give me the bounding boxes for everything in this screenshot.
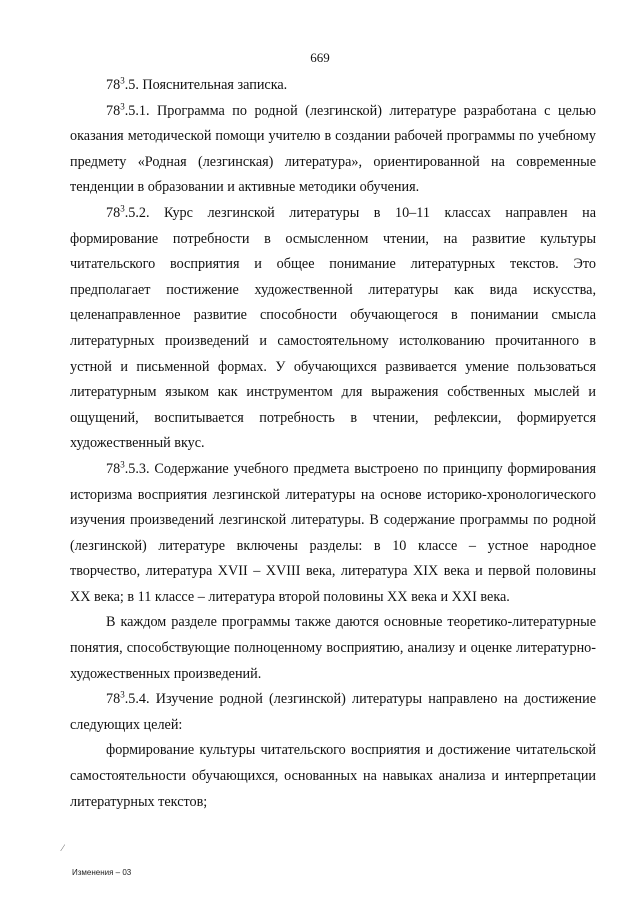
paragraph-5-4: $78^3.5.4$. Изучение родной (лезгинской) литературы направлено на достижение следующих целей:	[70, 689, 596, 733]
footer-revision: Изменения – 03	[72, 868, 132, 877]
paragraph-goal-1: формирование культуры читательского восприятия и достижение читательской самостоятельности обучающихся, основанных на навыках анализа и интерпретации литературных текстов;	[70, 742, 596, 810]
document-body	[70, 73, 596, 815]
paragraph-5-1: $78^3.5.1$. Программа по родной (лезгинской) литературе разработана с целью оказания методической помощи учителю в создании рабочей программы по учебному предмету «Родная (лезгинская) литература», ориентированной на современные тенденции в образовании и активные методики обучения.	[70, 100, 596, 196]
paragraph-section-title: $78^3.5$. Пояснительная записка.	[106, 75, 288, 93]
paragraph-5-2: $78^3.5.2$. Курс лезгинской литературы в 10–11 классах направлен на формирование потребности в осмысленном чтении, на развитие культуры читательского восприятия и общее понимание литературных текстов. Это предполагает постижение художественной литературы как вида искусства, целенаправленное развитие способности обучающегося в понимании смысла литературных произведений и самостоятельному истолкованию прочитанного в устной и письменной формах. У обучающихся развивается умение пользоваться литературным языком как инструментом для выражения собственных мыслей и ощущений, воспитывается потребность в чтении, рефлексии, формируется художественный вкус.	[70, 203, 596, 452]
margin-mark: ⁄	[62, 843, 64, 853]
paragraph-theory-concepts: В каждом разделе программы также даются основные теоретико-литературные понятия, способствующие полноценному восприятию, анализу и оценке литературно-художественных произведений.	[70, 614, 596, 682]
page-number: 669	[310, 50, 330, 65]
paragraph-5-3: $78^3.5.3$. Содержание учебного предмета выстроено по принципу формирования историзма восприятия лезгинской литературы на основе историко-хронологического изучения произведений лезгинской литературы. В содержание программы по родной (лезгинской) литературе включены разделы: в 10 классе – устное народное творчество, литература XVII – XVIII века, литература XIX века и первой половины XX века; в 11 классе – литература второй половины XX века и XXI века.	[70, 459, 596, 605]
